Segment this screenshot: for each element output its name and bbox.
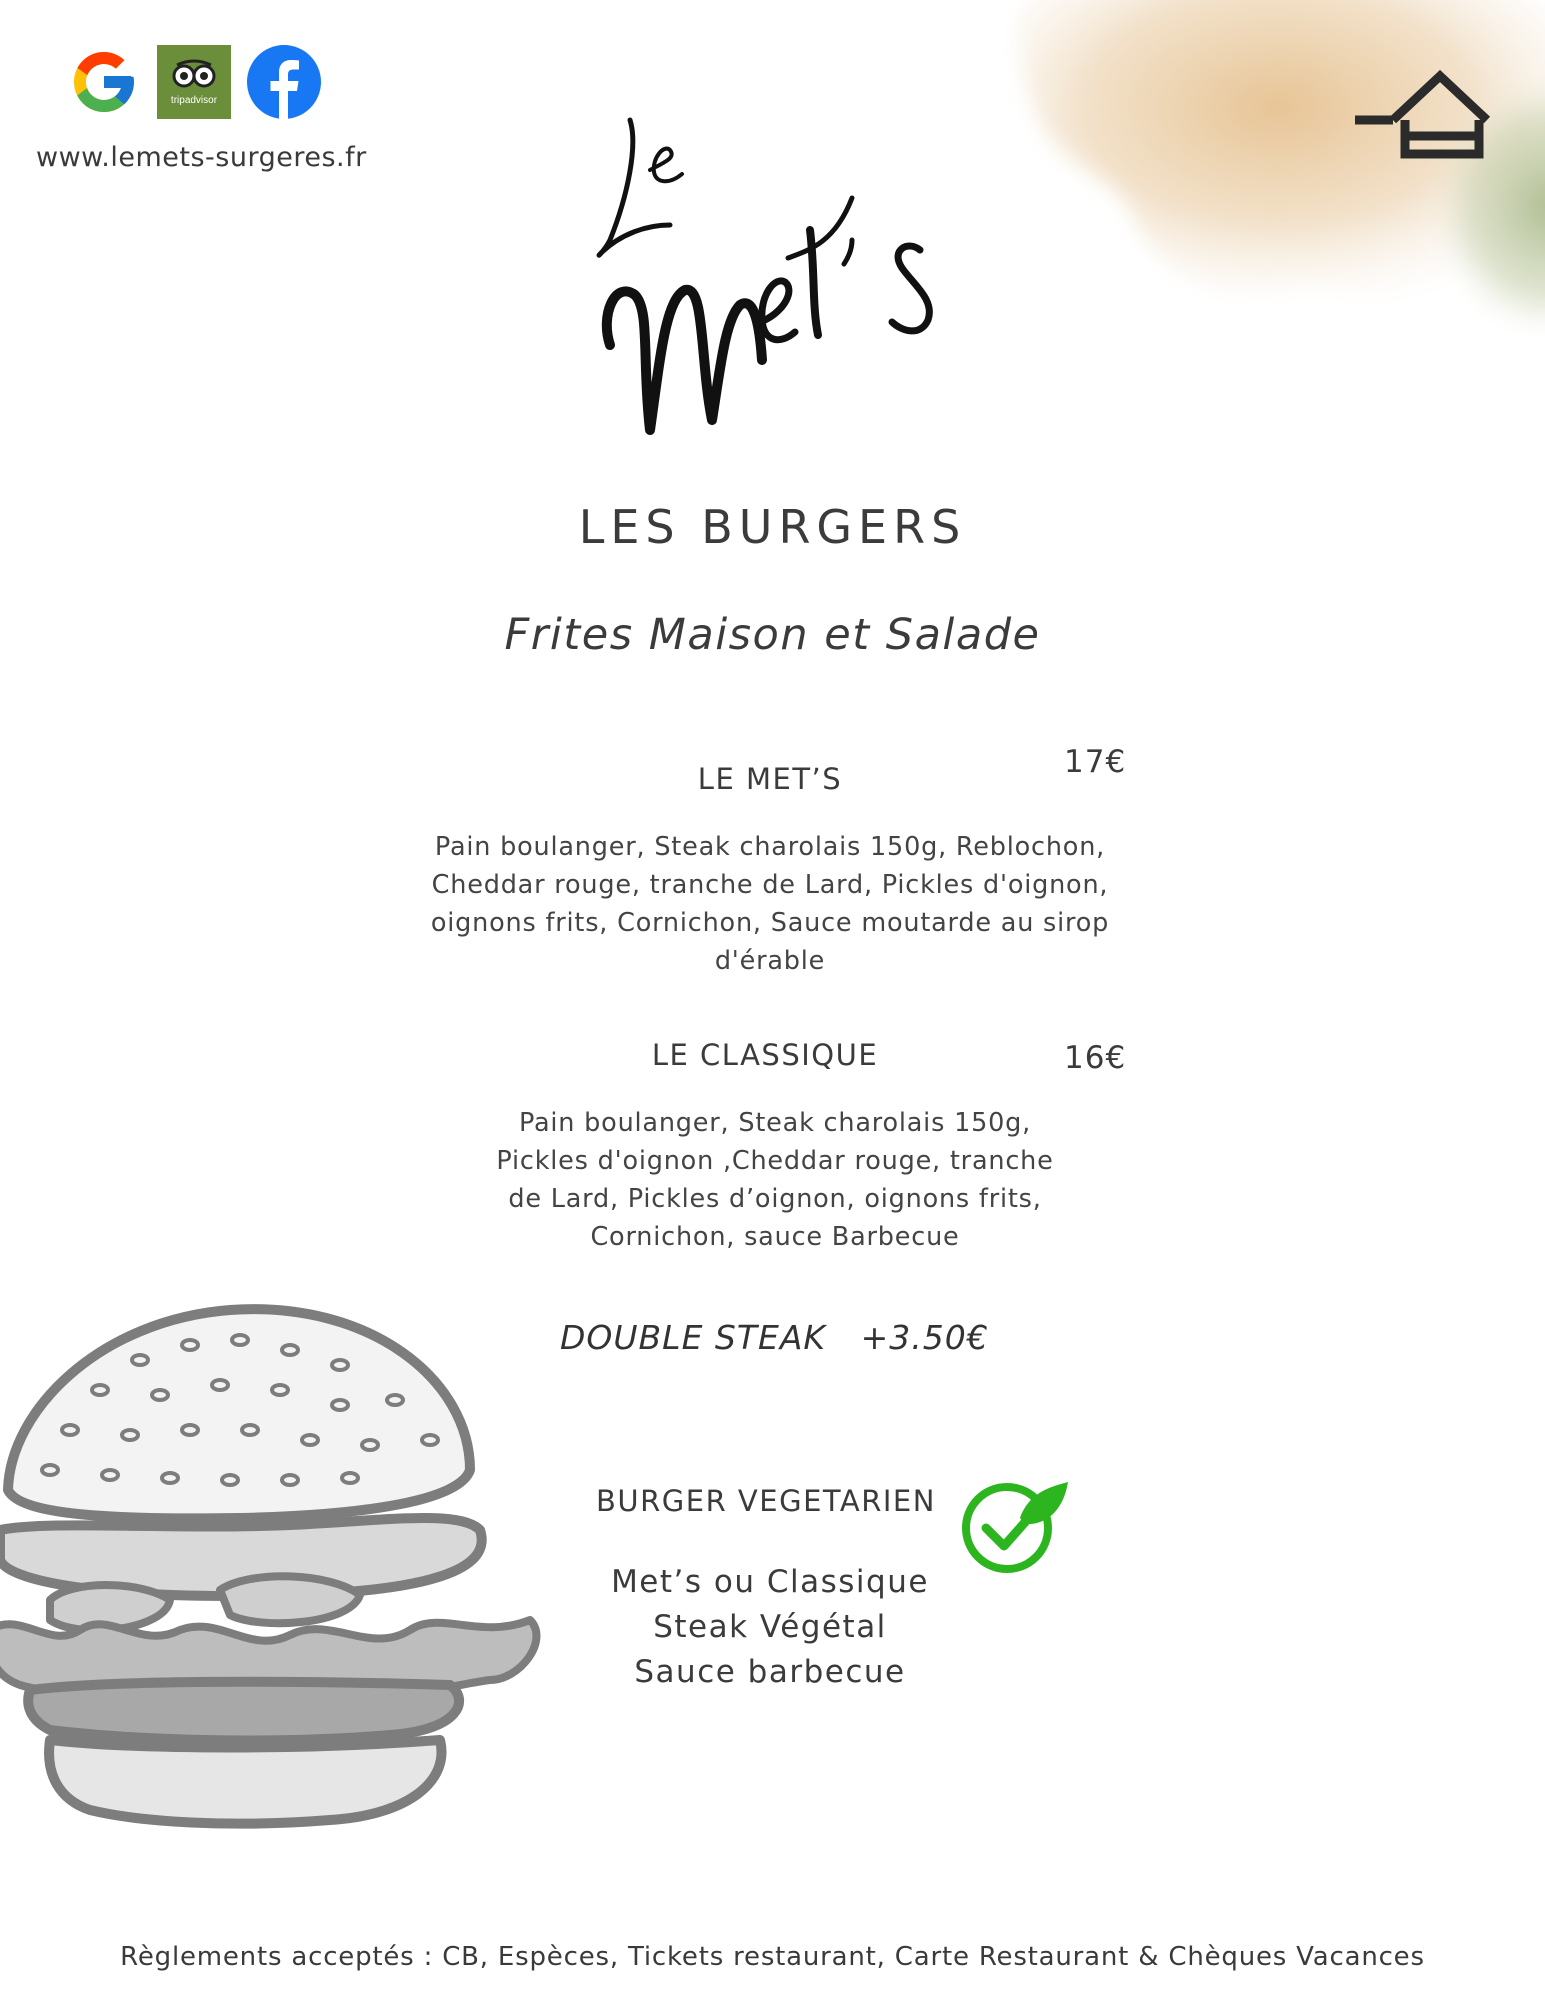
vegetarian-line: Met’s ou Classique xyxy=(611,1564,929,1600)
option-price: +3.50€ xyxy=(860,1318,989,1357)
watercolor-splash xyxy=(985,0,1545,390)
description-line: Pain boulanger, Steak charolais 150g, Reblochon, xyxy=(434,832,1106,862)
item-name-le-mets: LE MET’S xyxy=(697,762,843,796)
description-line: Pickles d'oignon ,Cheddar rouge, tranche xyxy=(496,1146,1054,1176)
home-icon xyxy=(1355,62,1495,162)
option-label: DOUBLE STEAK xyxy=(560,1318,827,1357)
description-line: Cheddar rouge, tranche de Lard, Pickles d'oignon, xyxy=(431,870,1109,900)
description-line: Cornichon, sauce Barbecue xyxy=(590,1222,960,1252)
tripadvisor-icon[interactable] xyxy=(156,44,232,120)
description-line: Pain boulanger, Steak charolais 150g, xyxy=(518,1108,1032,1138)
website-link[interactable]: www.lemets-surgeres.fr xyxy=(36,142,367,173)
google-icon[interactable] xyxy=(66,44,142,120)
description-line: oignons frits, Cornichon, Sauce moutarde au sirop xyxy=(430,908,1110,938)
restaurant-logo xyxy=(590,100,970,450)
menu-subtitle: Frites Maison et Salade xyxy=(504,610,1041,660)
menu-title: LES BURGERS xyxy=(578,500,967,554)
double-steak-option xyxy=(560,1318,989,1357)
item-name-le-classique: LE CLASSIQUE xyxy=(651,1038,879,1072)
item-price-le-classique: 16€ xyxy=(1064,1040,1127,1076)
payment-methods: Règlements acceptés : CB, Espèces, Tickets restaurant, Carte Restaurant & Chèques Vacances xyxy=(120,1942,1425,1972)
item-name-burger-vegetarien: BURGER VEGETARIEN xyxy=(596,1484,936,1518)
item-description-le-mets xyxy=(420,828,1120,980)
svg-text:tripadvisor: tripadvisor xyxy=(170,95,218,106)
facebook-icon[interactable] xyxy=(246,44,322,120)
item-description-le-classique xyxy=(460,1104,1090,1256)
item-price-le-mets: 17€ xyxy=(1064,744,1127,780)
description-line: de Lard, Pickles d’oignon, oignons frits, xyxy=(508,1184,1042,1214)
vegetarian-line: Steak Végétal xyxy=(653,1609,887,1645)
burger-illustration xyxy=(0,1300,570,1830)
description-line: d'érable xyxy=(714,946,826,976)
vegetarian-options xyxy=(560,1560,980,1695)
vegetarian-line: Sauce barbecue xyxy=(634,1654,906,1690)
social-links xyxy=(66,44,322,120)
